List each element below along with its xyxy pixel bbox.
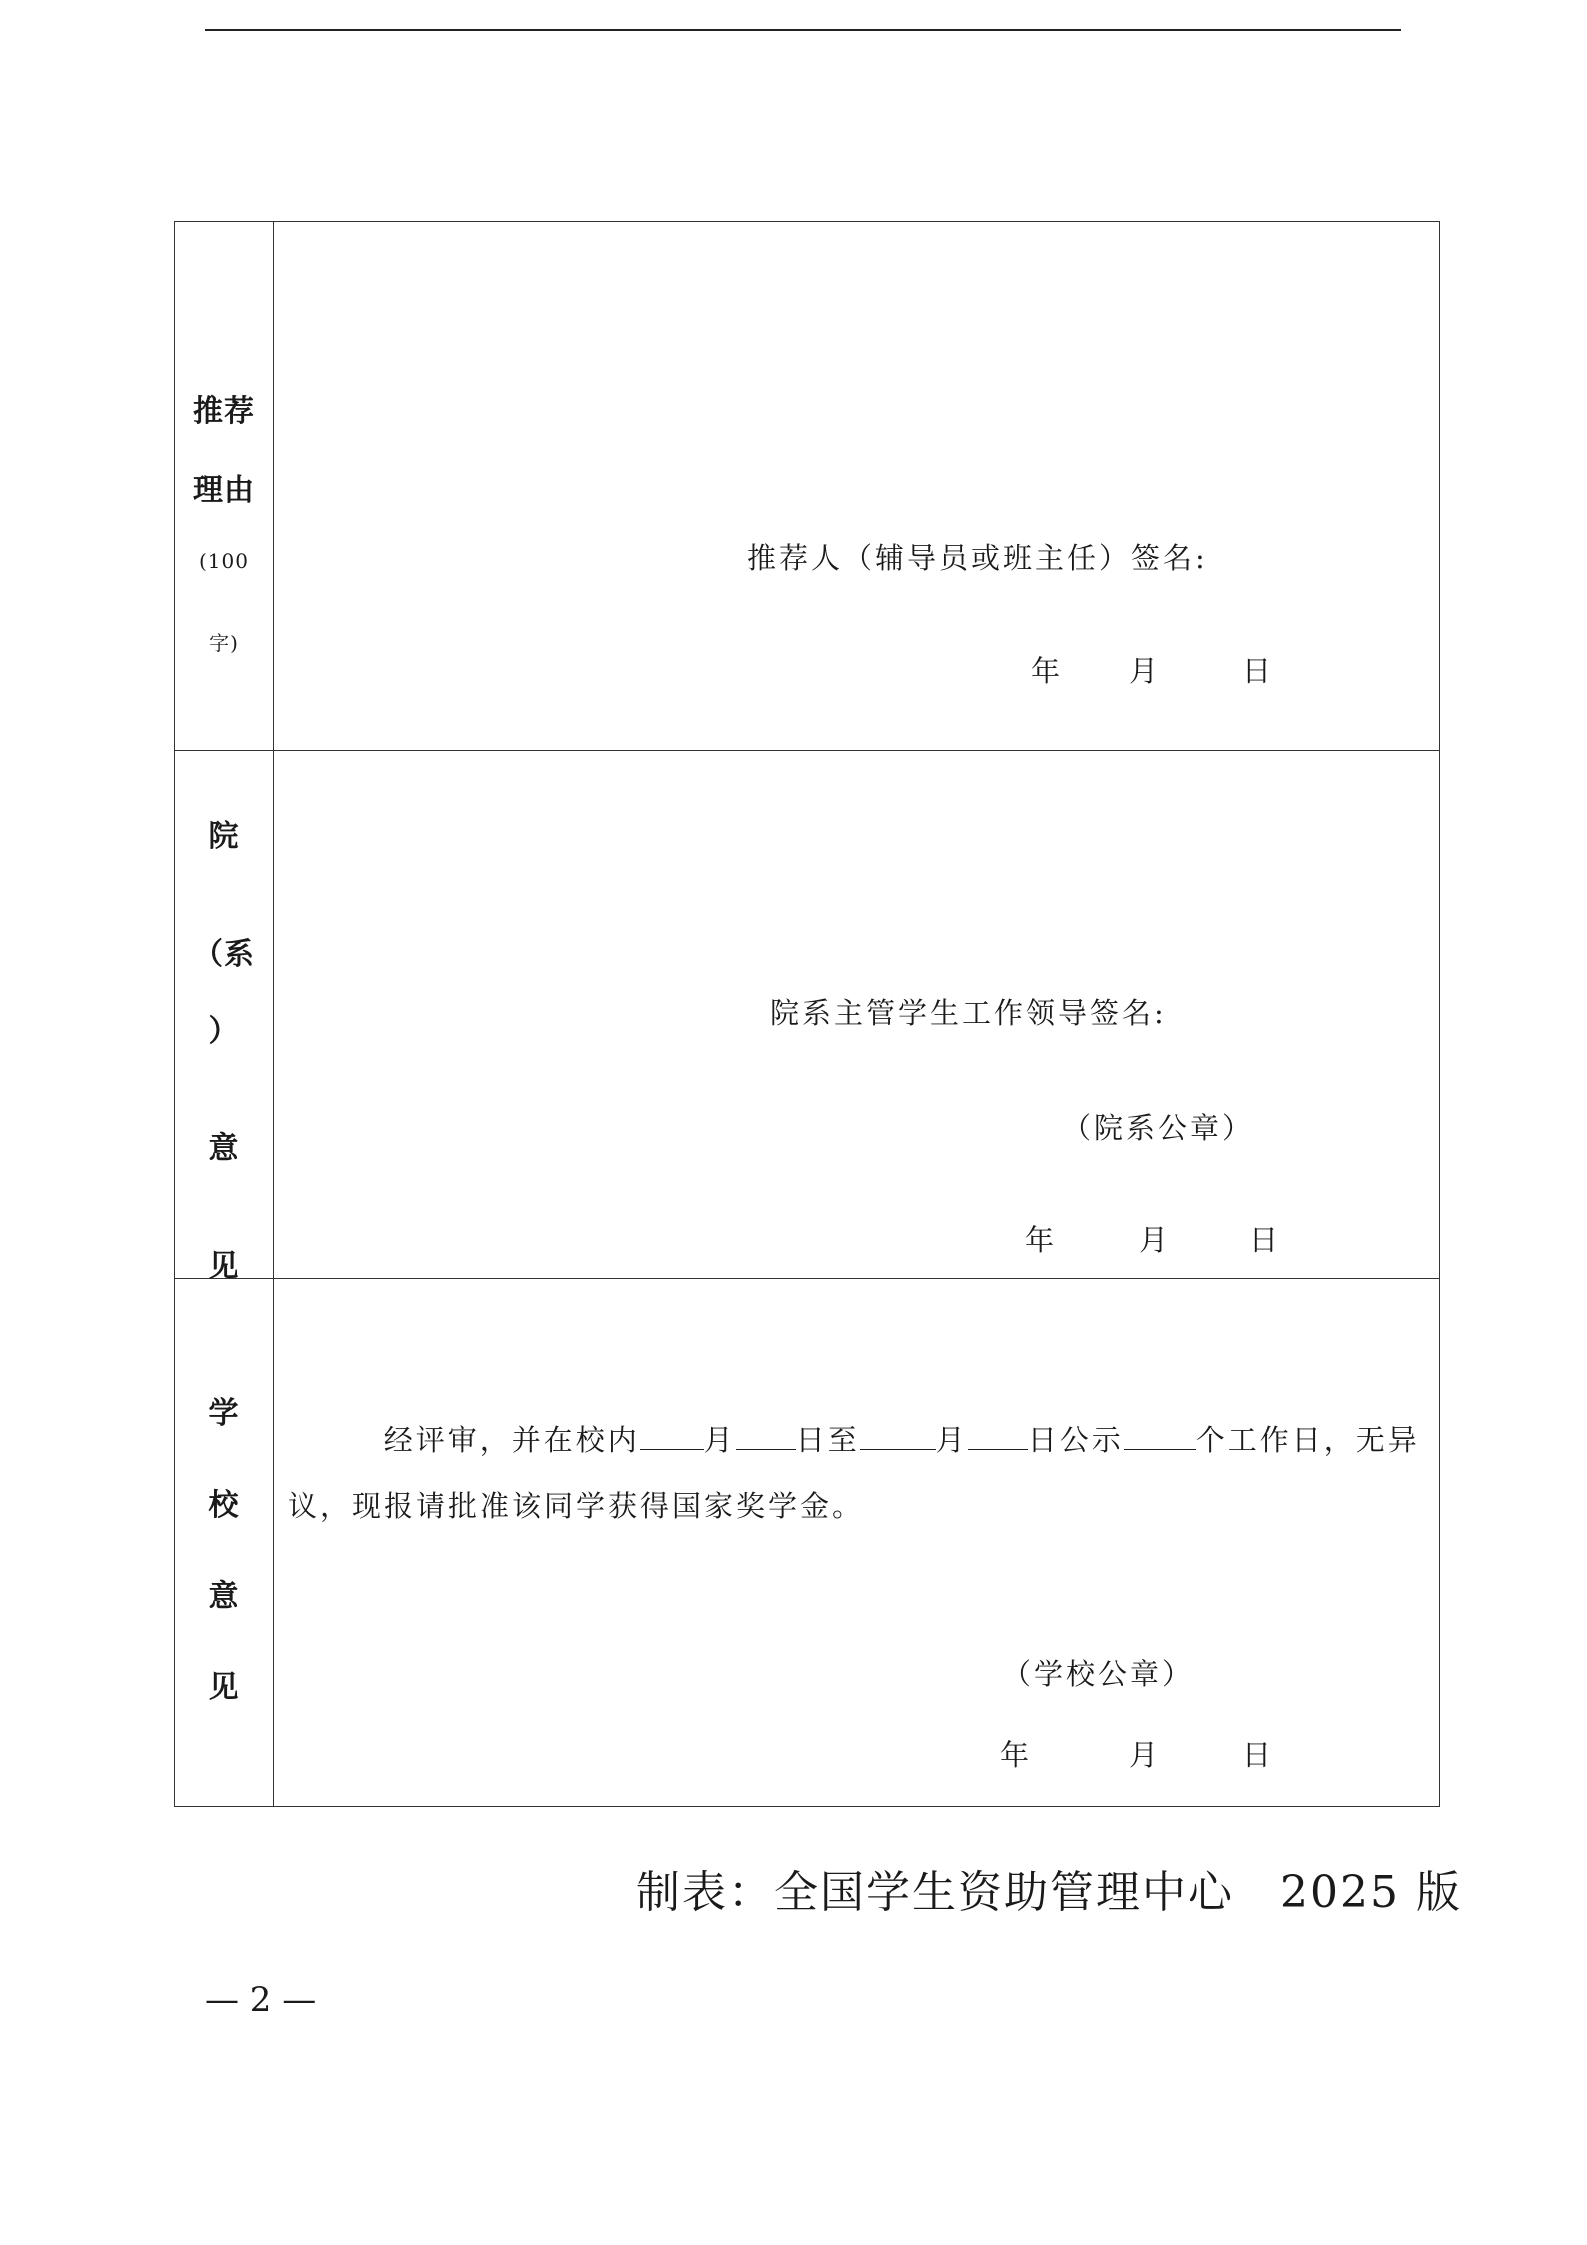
school-text-part-2: 月 — [703, 1423, 736, 1457]
publicity-workdays-blank[interactable] — [1124, 1425, 1196, 1450]
recommender-signature-label: 推荐人（辅导员或班主任）签名: — [747, 541, 1208, 575]
school-label-char-3: 意 — [208, 1579, 240, 1614]
recommend-date-year: 年 — [1031, 654, 1064, 688]
department-signature-label: 院系主管学生工作领导签名: — [770, 996, 1167, 1030]
department-label-char-2: （系 — [193, 937, 255, 972]
school-label-cell — [175, 1279, 274, 1807]
school-date-month: 月 — [1129, 1738, 1162, 1772]
department-label-char-3: ） — [208, 1014, 240, 1049]
department-seal: （院系公章） — [1062, 1111, 1255, 1145]
recommend-date-day: 日 — [1242, 654, 1275, 688]
publicity-end-month-blank[interactable] — [860, 1425, 936, 1450]
recommend-label-line3: (100 — [199, 549, 249, 573]
school-opinion-text — [288, 1407, 1425, 1539]
department-date-month: 月 — [1139, 1223, 1172, 1257]
recommend-content-cell[interactable] — [274, 222, 1440, 751]
department-date-year: 年 — [1025, 1223, 1058, 1257]
school-text-part-4: 月 — [935, 1423, 968, 1457]
school-seal: （学校公章） — [1002, 1657, 1195, 1691]
department-row — [175, 751, 1440, 1279]
department-date-day: 日 — [1249, 1223, 1282, 1257]
publicity-end-day-blank[interactable] — [968, 1425, 1028, 1450]
school-label-char-4: 见 — [208, 1670, 240, 1705]
school-label-char-2: 校 — [208, 1488, 240, 1523]
recommend-row — [175, 222, 1440, 751]
school-date-year: 年 — [1000, 1738, 1033, 1772]
school-content-cell[interactable] — [274, 1279, 1440, 1807]
school-text-part-3: 日至 — [795, 1423, 860, 1457]
header-rule — [205, 29, 1401, 31]
department-label-cell — [175, 751, 274, 1284]
school-text-part-1: 经评审，并在校内 — [383, 1423, 640, 1457]
school-text-part-5: 日公示 — [1027, 1423, 1124, 1457]
recommend-date-month: 月 — [1129, 654, 1162, 688]
form-issuer-footer: 制表：全国学生资助管理中心 2025 版 — [636, 1867, 1462, 1918]
school-date-day: 日 — [1242, 1738, 1275, 1772]
recommend-label-line4: 字) — [209, 631, 239, 655]
recommend-label-line1: 推荐 — [193, 394, 255, 429]
department-label-char-5: 见 — [208, 1249, 240, 1284]
publicity-start-day-blank[interactable] — [736, 1425, 796, 1450]
school-label-char-1: 学 — [208, 1396, 240, 1431]
department-label-char-4: 意 — [208, 1131, 240, 1166]
school-row — [175, 1279, 1440, 1807]
publicity-start-month-blank[interactable] — [640, 1425, 704, 1450]
approval-form-table — [174, 221, 1440, 1807]
page-number: — 2 — — [205, 1980, 317, 2020]
recommend-label-cell — [175, 222, 274, 751]
department-label-char-1: 院 — [208, 819, 240, 854]
recommend-label-line2: 理由 — [193, 473, 255, 508]
school-text-part-6: 个工作日，无异议，现报请批准该同学获得国家奖学金。 — [288, 1423, 1420, 1523]
department-content-cell[interactable] — [274, 751, 1440, 1279]
